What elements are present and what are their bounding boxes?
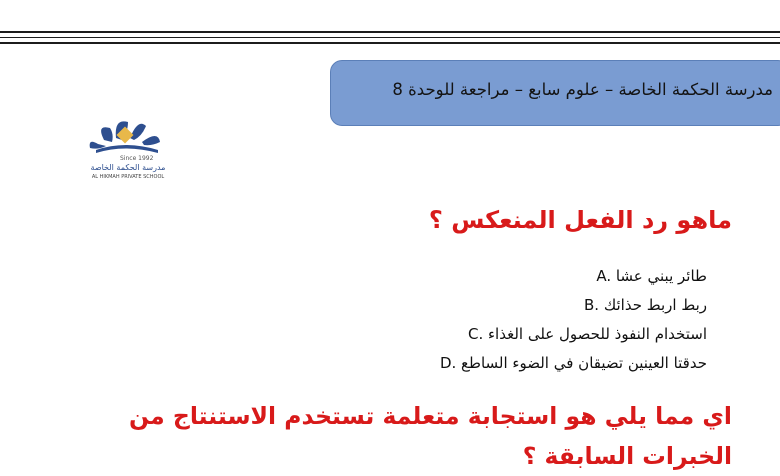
- option-letter: A: [596, 267, 607, 285]
- option-letter: D: [439, 354, 452, 372]
- option-text: ربط اربط حذائك: [603, 296, 707, 314]
- option-letter: C: [467, 325, 479, 343]
- option-text: حدقتا العينين تضيقان في الضوء الساطع: [461, 354, 707, 372]
- logo-since-text: Since 1992: [120, 155, 154, 162]
- header-rule-middle: [0, 37, 780, 38]
- question-1-text: ماهو رد الفعل المنعكس ؟: [428, 206, 732, 234]
- header-rule-bottom: [0, 42, 780, 44]
- option-text: طائر يبني عشا: [615, 267, 707, 285]
- option-d[interactable]: D. حدقتا العينين تضيقان في الضوء الساطع: [439, 354, 707, 372]
- question-1-options: [440, 262, 707, 378]
- option-text: استخدام النفوذ للحصول على الغذاء: [488, 325, 707, 343]
- title-banner: [330, 60, 780, 126]
- logo-arabic-name: مدرسة الحكمة الخاصة: [90, 163, 166, 172]
- logo-english-name: AL HIKMAH PRIVATE SCHOOL: [91, 174, 165, 180]
- logo-emblem-icon: [90, 121, 160, 153]
- option-c[interactable]: C. استخدام النفوذ للحصول على الغذاء: [467, 325, 707, 343]
- option-b[interactable]: B. ربط اربط حذائك: [584, 296, 707, 314]
- page-title: مدرسة الحكمة الخاصة – علوم سابع – مراجعة للوحدة 8: [392, 80, 773, 99]
- option-a[interactable]: A. طائر يبني عشا: [596, 267, 707, 285]
- school-logo: [66, 112, 198, 182]
- option-letter: B: [584, 296, 595, 314]
- question-2-text: اي مما يلي هو استجابة متعلمة تستخدم الاستنتاج من الخبرات السابقة ؟: [129, 402, 732, 470]
- school-logo-graphic: [66, 112, 198, 182]
- header-rule-top: [0, 31, 780, 33]
